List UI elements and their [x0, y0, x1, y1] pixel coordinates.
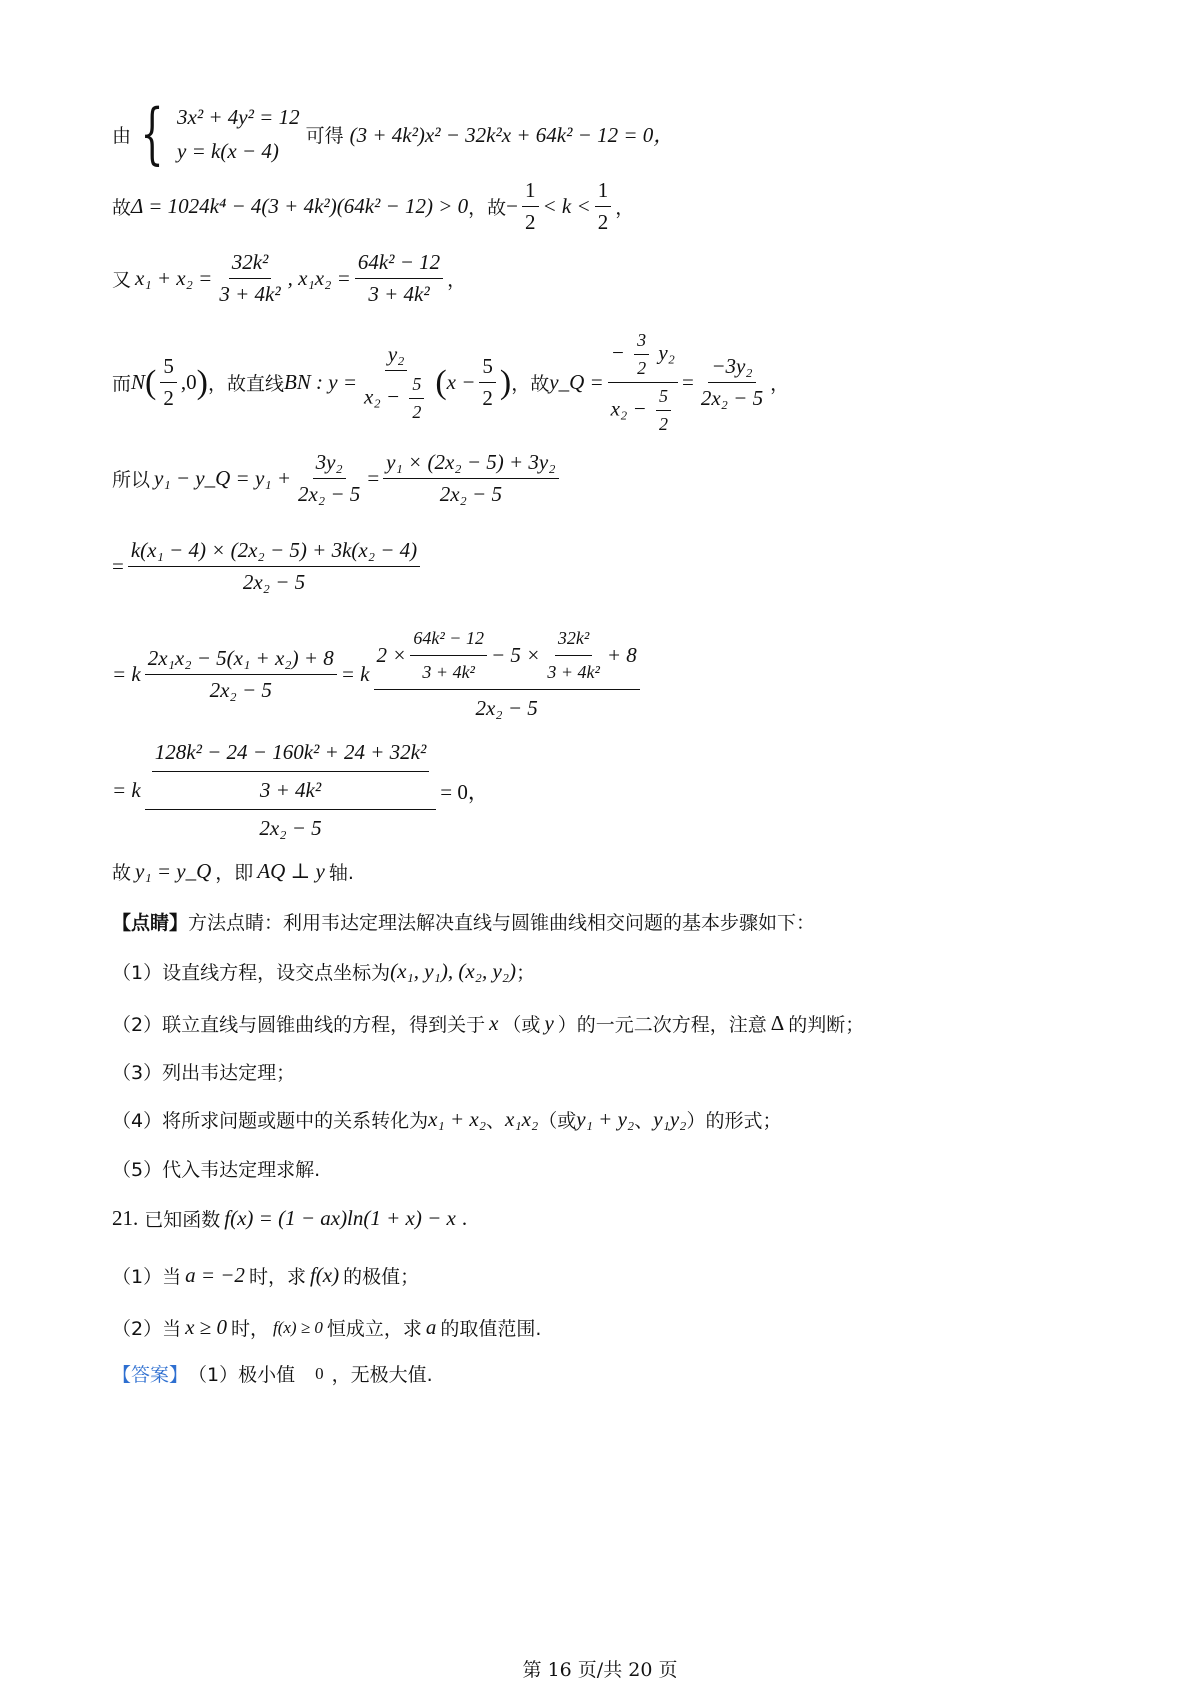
- text: 所以: [112, 469, 151, 491]
- text: 、: [634, 1110, 654, 1132]
- var-y: y: [544, 1011, 554, 1035]
- den: 2: [525, 210, 536, 234]
- equals: =: [367, 466, 380, 490]
- step-5: [112, 1155, 320, 1182]
- equals-k: = k: [112, 662, 141, 686]
- step-fraction: [128, 538, 420, 595]
- tip-text: 方法点睛：利用韦达定理法解决直线与圆锥曲线相交问题的基本步骤如下：: [188, 912, 816, 934]
- num: 5: [479, 354, 496, 383]
- condition-expr: x ≥ 0: [185, 1315, 227, 1339]
- den: 2x₂ − 5: [475, 696, 538, 720]
- text: 而: [112, 373, 132, 395]
- answer-tag: 【答案】: [112, 1364, 189, 1386]
- text: 的取值范围.: [440, 1318, 542, 1340]
- expr: y₁ + y₂: [576, 1107, 635, 1131]
- minus: −: [506, 194, 519, 218]
- question-21: [112, 1205, 467, 1232]
- num: [374, 628, 640, 690]
- step-2: [112, 1010, 864, 1037]
- den: 2x₂ − 5: [259, 816, 322, 840]
- question-number: 21.: [112, 1206, 139, 1230]
- answer-line: [112, 1360, 433, 1387]
- text: （1）设直线方程，设交点坐标为: [112, 962, 391, 984]
- den: [608, 383, 678, 435]
- half-fraction: [595, 178, 612, 235]
- tip-line: [112, 908, 815, 935]
- page-footer: 第 16 页/共 20 页: [522, 1659, 678, 1681]
- text: 、: [486, 1110, 506, 1132]
- num: 1: [595, 178, 612, 207]
- num: 64k² − 12: [355, 250, 443, 279]
- point-n: N: [131, 370, 146, 394]
- diff-fraction-2: [383, 450, 558, 507]
- n-zero: ,0: [180, 370, 197, 394]
- num: k(x₁ − 4) × (2x₂ − 5) + 3k(x₂ − 4): [128, 538, 420, 567]
- product-fraction: [355, 250, 443, 307]
- step-line-2: [112, 628, 644, 721]
- var-a: a: [425, 1315, 437, 1339]
- den: 2: [163, 386, 174, 410]
- num: 1: [522, 178, 539, 207]
- step-1: [112, 958, 535, 985]
- num: 5: [160, 354, 177, 383]
- text: 的极值；: [343, 1266, 420, 1288]
- param-expr: a = −2: [185, 1263, 245, 1287]
- den: 2: [658, 414, 668, 434]
- y2: y₂: [658, 340, 675, 365]
- step-line-1: [112, 538, 424, 595]
- equals-k: = k: [112, 778, 141, 802]
- text: 时，求: [248, 1266, 306, 1288]
- equation-1: 3x² + 4y² = 12: [177, 105, 300, 129]
- den: 2x₂ − 5: [298, 482, 361, 506]
- conclusion-expr: y₁ = y_Q: [135, 859, 212, 883]
- sum-fraction: [216, 250, 283, 307]
- den: 3 + 4k²: [368, 282, 430, 306]
- five-halves: [479, 354, 496, 411]
- inner-fraction: [410, 628, 487, 683]
- system-line: [112, 95, 675, 172]
- step-4: [112, 1106, 782, 1133]
- den: [361, 371, 431, 423]
- num: 64k² − 12: [410, 628, 487, 656]
- text: ，故: [511, 373, 550, 395]
- text: （4）将所求问题或题中的关系转化为: [112, 1110, 429, 1132]
- n-fraction: [160, 354, 177, 411]
- text: ，即: [215, 862, 254, 884]
- num: [608, 330, 678, 383]
- text: 故: [112, 862, 132, 884]
- inner-fraction: [152, 740, 430, 803]
- line-bn: 而 N ( $\frac{5}{2}$ ,0 ) ，故直线 BN : y = y₂ x₂ − $\frac{5}{2}$ ( x − $\frac{5}{2}$ ) ，故 y_Q = − $\frac{3}{2}$ y₂ x₂ − $\frac{5}{2}$ = $\frac{\text{−3y₂}}{\text{2x₂ − 5}}$ ，: [112, 330, 790, 434]
- text: 由: [112, 124, 132, 147]
- bn-lhs: BN : y =: [283, 370, 358, 394]
- delta: Δ: [770, 1011, 785, 1035]
- den-text: x₂ −: [364, 384, 401, 409]
- text: .: [461, 1206, 468, 1230]
- product-lhs: , x₁x₂ =: [287, 266, 351, 290]
- half-fraction: [522, 178, 539, 235]
- num: −3y₂: [708, 354, 755, 383]
- expr: x₁ + x₂: [428, 1107, 487, 1131]
- num: 32k²: [555, 628, 592, 656]
- text: 可得: [305, 124, 344, 147]
- num: 128k² − 24 − 160k² + 24 + 32k²: [152, 740, 430, 772]
- text: （5）代入韦达定理求解.: [112, 1159, 321, 1181]
- question-part-2: [112, 1314, 541, 1341]
- num: y₁ × (2x₂ − 5) + 3y₂: [383, 450, 558, 479]
- num: 5: [656, 386, 671, 411]
- text: ，: [770, 373, 790, 395]
- text: 已知函数: [144, 1209, 221, 1231]
- paren-expr: x −: [446, 370, 476, 394]
- den: 2x₂ − 5: [242, 570, 306, 594]
- sum-lhs: x₁ + x₂ =: [135, 266, 213, 290]
- discriminant-expr: Δ = 1024k⁴ − 4(3 + 4k²)(64k² − 12) > 0: [131, 194, 469, 218]
- text: 时，: [230, 1318, 269, 1340]
- text: （1）极小值: [188, 1364, 296, 1386]
- den: 2x₂ − 5: [439, 482, 502, 506]
- num: y₂: [385, 342, 408, 371]
- quadratic-equation: (3 + 4k²)x² − 32k²x + 64k² − 12 = 0，: [349, 123, 675, 147]
- den-text: x₂ −: [610, 396, 647, 421]
- num: [145, 740, 437, 810]
- den: 3 + 4k²: [422, 662, 475, 682]
- equals: =: [112, 554, 124, 578]
- slope-fraction: [361, 342, 431, 423]
- term: + 8: [606, 643, 637, 667]
- step-fraction: [145, 646, 337, 703]
- num: 3: [634, 330, 649, 355]
- yq-result: [698, 354, 766, 411]
- vieta-line: [112, 250, 466, 307]
- text: 轴.: [328, 862, 354, 884]
- difference-line: [112, 450, 563, 507]
- points-expr: (x₁, y₁), (x₂, y₂): [390, 959, 517, 983]
- den: 3 + 4k²: [219, 282, 281, 306]
- text: ）的一元二次方程，注意: [557, 1014, 767, 1036]
- text: （3）列出韦达定理；: [112, 1062, 296, 1084]
- brace: {: [140, 95, 164, 172]
- num: 32k²: [229, 250, 272, 279]
- text: （或: [538, 1110, 577, 1132]
- minus: −: [610, 340, 625, 365]
- den: 2: [637, 358, 647, 378]
- den: 2x₂ − 5: [700, 386, 764, 410]
- text: ）的形式；: [686, 1110, 782, 1132]
- equals-k: = k: [340, 662, 370, 686]
- inner-fraction: [544, 628, 603, 683]
- question-part-1: [112, 1262, 419, 1289]
- conclusion-line: [112, 858, 354, 885]
- text: （1）当: [112, 1266, 182, 1288]
- text: ，故直线: [207, 373, 284, 395]
- den: 2x₂ − 5: [209, 678, 272, 702]
- five-halves: [409, 374, 424, 423]
- num: 3y₂: [313, 450, 346, 479]
- text: 又: [112, 269, 132, 291]
- term: − 5 ×: [490, 643, 541, 667]
- var-x: x: [489, 1011, 499, 1035]
- text: ，: [447, 269, 467, 291]
- equation-system: [177, 100, 300, 168]
- discriminant-line: [112, 178, 634, 235]
- text: 故: [112, 197, 132, 219]
- expr: y₁y₂: [653, 1107, 687, 1131]
- num: 2x₁x₂ − 5(x₁ + x₂) + 8: [145, 646, 337, 675]
- den: 3 + 4k²: [259, 778, 322, 802]
- result: = 0，: [440, 779, 489, 804]
- five-halves: [656, 386, 671, 435]
- text: （或: [502, 1014, 541, 1036]
- inequality-expr: f(x) ≥ 0: [272, 1317, 323, 1337]
- text: （2）当: [112, 1318, 182, 1340]
- step-line-3: [112, 740, 489, 841]
- function-ref: f(x): [309, 1263, 340, 1287]
- answer-value: 0: [315, 1363, 324, 1383]
- den: 2: [597, 210, 609, 234]
- diff-lhs: y₁ − y_Q = y₁ +: [154, 466, 292, 490]
- function-expr: f(x) = (1 − ax)ln(1 + x) − x: [224, 1206, 456, 1230]
- yq-lhs: y_Q =: [549, 370, 604, 394]
- step-3: [112, 1058, 295, 1085]
- text: 的判断；: [788, 1014, 865, 1036]
- equals: =: [681, 370, 694, 394]
- text: ，: [615, 197, 635, 219]
- den: 2: [482, 386, 493, 410]
- num: 5: [409, 374, 424, 399]
- expr: x₁x₂: [505, 1107, 539, 1131]
- compound-fraction: [145, 740, 437, 841]
- text: ，故: [468, 197, 507, 219]
- text: ；: [516, 962, 536, 984]
- three-halves: [634, 330, 649, 379]
- equation-2: y = k(x − 4): [177, 139, 279, 163]
- text: （2）联立直线与圆锥曲线的方程，得到关于: [112, 1014, 486, 1036]
- den: 3 + 4k²: [547, 662, 600, 682]
- compound-fraction: [374, 628, 640, 721]
- diff-fraction-1: [295, 450, 363, 507]
- perpendicular-expr: AQ ⊥ y: [257, 859, 325, 883]
- text: ，无极大值.: [331, 1364, 433, 1386]
- term: 2 ×: [376, 643, 407, 667]
- yq-fraction: [608, 330, 678, 435]
- text: 恒成立，求: [326, 1318, 422, 1340]
- den: 2: [412, 402, 422, 422]
- tip-tag: 【点睛】: [112, 912, 189, 934]
- inequality: < k <: [542, 194, 591, 218]
